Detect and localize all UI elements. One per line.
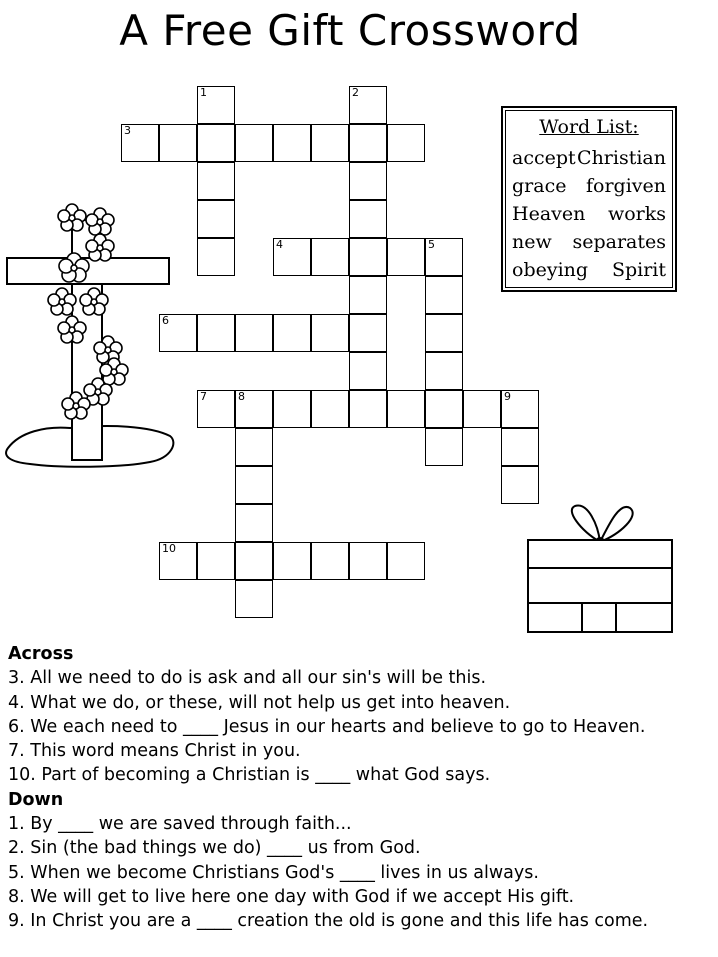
word-list-word: Heaven: [512, 203, 586, 225]
clue-number: 3: [124, 124, 131, 137]
grid-cell[interactable]: [311, 542, 349, 580]
clue-number: 5: [428, 238, 435, 251]
across-heading: Across: [8, 644, 74, 664]
grid-cell[interactable]: [159, 124, 197, 162]
grid-cell[interactable]: [425, 276, 463, 314]
across-clue: 3. All we need to do is ask and all our sin's will be this.: [8, 668, 487, 689]
across-clue: 10. Part of becoming a Christian is ____ what God says.: [8, 765, 491, 786]
grid-cell[interactable]: [273, 390, 311, 428]
grid-cell[interactable]: [197, 162, 235, 200]
word-list-word: accept: [512, 147, 576, 169]
grid-cell[interactable]: [273, 314, 311, 352]
grid-cell[interactable]: [501, 428, 539, 466]
down-clue: 1. By ____ we are saved through faith...: [8, 814, 352, 835]
grid-cell[interactable]: [235, 466, 273, 504]
grid-cell[interactable]: [425, 352, 463, 390]
grid-cell[interactable]: [273, 124, 311, 162]
word-list-word: new: [512, 231, 552, 253]
grid-cell[interactable]: [197, 238, 235, 276]
across-clue: 7. This word means Christ in you.: [8, 741, 301, 762]
page-title: A Free Gift Crossword: [119, 6, 581, 55]
grid-cell[interactable]: [235, 428, 273, 466]
word-list-row: [506, 200, 672, 228]
grid-cell[interactable]: [235, 504, 273, 542]
grid-cell[interactable]: [501, 466, 539, 504]
grid-cell[interactable]: [349, 542, 387, 580]
word-list-word: works: [607, 203, 666, 225]
grid-cell[interactable]: [387, 542, 425, 580]
word-list-word: separates: [572, 231, 666, 253]
across-clue: 4. What we do, or these, will not help us get into heaven.: [8, 692, 511, 713]
grid-cell[interactable]: [387, 124, 425, 162]
grid-cell[interactable]: [463, 390, 501, 428]
grid-cell[interactable]: [197, 200, 235, 238]
clue-number: 4: [276, 238, 283, 251]
grid-cell[interactable]: [273, 542, 311, 580]
word-list-row: [506, 144, 672, 172]
grid-cell[interactable]: [387, 238, 425, 276]
grid-cell[interactable]: [349, 238, 387, 276]
word-list-word: forgiven: [585, 175, 666, 197]
down-heading: Down: [8, 789, 64, 810]
clue-number: 10: [162, 542, 176, 555]
clue-number: 7: [200, 390, 207, 403]
grid-cell[interactable]: [159, 542, 197, 580]
clue-number: 6: [162, 314, 169, 327]
grid-cell[interactable]: [425, 238, 463, 276]
word-list-title: Word List:: [539, 116, 639, 138]
grid-cell[interactable]: [311, 124, 349, 162]
grid-cell[interactable]: [235, 390, 273, 428]
word-list-word: obeying: [512, 259, 589, 281]
cross-with-flowers-illustration: [0, 200, 180, 475]
grid-cell[interactable]: [235, 124, 273, 162]
word-list-word: Christian: [577, 147, 666, 169]
grid-cell[interactable]: [235, 542, 273, 580]
grid-cell[interactable]: [387, 390, 425, 428]
grid-cell[interactable]: [349, 276, 387, 314]
across-clue: 6. We each need to ____ Jesus in our hearts and believe to go to Heaven.: [8, 716, 646, 737]
clue-number: 8: [238, 390, 245, 403]
word-list-word: Spirit: [611, 259, 666, 281]
grid-cell[interactable]: [425, 314, 463, 352]
clue-number: 2: [352, 86, 359, 99]
word-list-box: [501, 106, 677, 292]
down-clue: 5. When we become Christians God's ____ lives in us always.: [8, 862, 539, 883]
grid-cell[interactable]: [425, 428, 463, 466]
grid-cell[interactable]: [197, 86, 235, 124]
down-clue: 8. We will get to live here one day with God if we accept His gift.: [8, 886, 575, 907]
grid-cell[interactable]: [349, 86, 387, 124]
word-list-word: grace: [512, 175, 567, 197]
gift-box-illustration: [520, 500, 680, 635]
grid-cell[interactable]: [349, 314, 387, 352]
grid-cell[interactable]: [501, 390, 539, 428]
grid-cell[interactable]: [349, 162, 387, 200]
grid-cell[interactable]: [197, 124, 235, 162]
grid-cell[interactable]: [311, 238, 349, 276]
grid-cell[interactable]: [197, 542, 235, 580]
grid-cell[interactable]: [311, 314, 349, 352]
grid-cell[interactable]: [197, 314, 235, 352]
word-list-row: [506, 228, 672, 256]
grid-cell[interactable]: [197, 390, 235, 428]
down-clue: 2. Sin (the bad things we do) ____ us from God.: [8, 838, 421, 859]
grid-cell[interactable]: [273, 238, 311, 276]
grid-cell[interactable]: [121, 124, 159, 162]
clue-number: 1: [200, 86, 207, 99]
word-list-row: [506, 172, 672, 200]
grid-cell[interactable]: [349, 390, 387, 428]
down-clue: 9. In Christ you are a ____ creation the old is gone and this life has come.: [8, 911, 649, 932]
clues-section: [8, 642, 718, 934]
word-list-row: [506, 256, 672, 284]
grid-cell[interactable]: [425, 390, 463, 428]
grid-cell[interactable]: [235, 314, 273, 352]
grid-cell[interactable]: [349, 124, 387, 162]
grid-cell[interactable]: [235, 580, 273, 618]
clue-number: 9: [504, 390, 511, 403]
grid-cell[interactable]: [349, 200, 387, 238]
grid-cell[interactable]: [349, 352, 387, 390]
grid-cell[interactable]: [311, 390, 349, 428]
